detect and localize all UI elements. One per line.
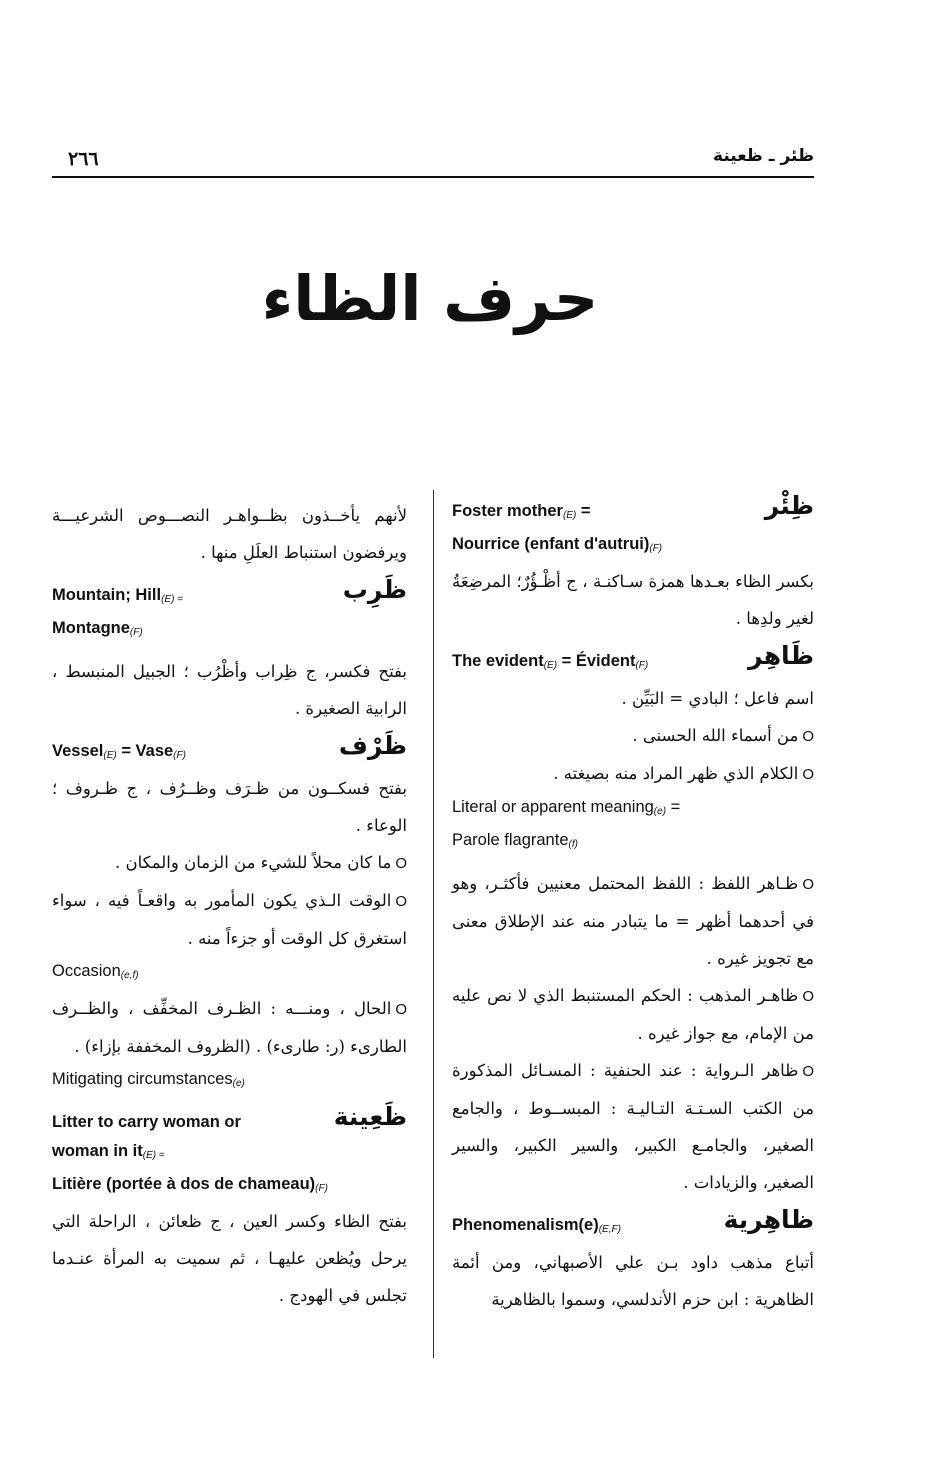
entry-headword: ظَاهِر: [748, 641, 814, 670]
entry-headword: ظَرِب: [342, 575, 407, 604]
entry-translation-english: Litter to carry woman or: [52, 1113, 241, 1131]
entry-zaina: [52, 1102, 407, 1314]
entry-translation-english: Foster mother$_{(E)}$ =: [452, 502, 591, 521]
entry-translation-french: Montagne$_{(F)}$: [52, 619, 143, 638]
entry-bullet: O ظاهـر المذهب : الحكم المستنبط الذي لا نص عليه من الإمام، مع جواز غيره .: [452, 977, 814, 1052]
entry-bullet: O الوقت الـذي يكون المأمور به واقعـاً فيه ، سواء استغرق كل الوقت أو جزءاً منه .: [52, 882, 407, 957]
entry-sense-translation: Literal or apparent meaning$_{(e)}$ =: [452, 798, 681, 817]
entry-bullet: O من أسماء الله الحسنى .: [452, 717, 814, 755]
page-number: ٢٦٦: [68, 148, 99, 170]
entry-definition: بفتح الظاء وكسر العين ، ج ظعائن ، الراحلة التي يرحل ويُظعن عليهـا ، ثم سميت به المرأة عنـدما تجلس في الهودج .: [52, 1212, 407, 1305]
entry-definition: بكسر الظاء بعـدها همزة سـاكنـة ، ج أظْـؤُرٌ؛ المرضِعَةُ لغير ولدِها .: [452, 572, 814, 628]
entry-zahiriyya: [452, 1205, 814, 1318]
entry-headword: ظِئْر: [764, 491, 814, 520]
left-column: [52, 497, 407, 1324]
entry-definition: أتباع مذهب داود بـن علي الأصبهاني، ومن أئمة الظاهرية : ابن حزم الأندلسي، وسموا بالظاهرية: [452, 1253, 814, 1309]
entry-definition: اسم فاعل ؛ البادي = البَيِّن .: [621, 689, 814, 708]
right-column: [452, 491, 814, 1328]
entry-translation-french: Litière (portée à dos de $chameau)_{(F)}$: [52, 1175, 328, 1194]
entry-sense-translation-french: Parole flagrante$_{(f)}$: [452, 831, 578, 850]
entry-zarf: [52, 731, 407, 1098]
chapter-title: حرف الظاء: [261, 262, 599, 335]
entry-sense-translation: Occasion$_{(e,f)}$: [52, 962, 139, 981]
entry-bullet: O الحال ، ومنـــه : الظـرف المخفِّف ، والظــرف الطارىء (ر: طارىء) . (الظروف المخففة بإزاء) .: [52, 990, 407, 1065]
entry-zir: [452, 491, 814, 637]
entry-headword: ظاهِرية: [723, 1205, 814, 1234]
entry-headword: ظَعِينة: [333, 1102, 407, 1131]
entry-translation-english: Mountain; Hill$_{(E) =}$: [52, 586, 184, 605]
entry-translation-french: Nourrice (enfant $d'autrui)_{(F)}$: [452, 535, 663, 554]
entry-translation: The evident$_{(E)}$ = Évident$_{(F)}$: [452, 652, 649, 671]
entry-zarib: [52, 575, 407, 727]
entry-definition: بفتح فسكــون من ظـرَف وظــرُف ، ج ظـروف ؛ الوعاء .: [52, 779, 407, 835]
entry-zahir: [452, 641, 814, 1201]
entry-sense-translation: Mitigating circumstances$_{(e)}$: [52, 1070, 245, 1089]
continued-definition: لأنهم يأخــذون بظــواهـر النصـــوص الشرعيـــة ويرفضون استنباط العلَلِ منها .: [52, 506, 407, 562]
entry-translation-english-cont: woman in $it_{(E) =}$: [52, 1142, 165, 1161]
entry-bullet: O ظاهر الـرواية : عند الحنفية : المسـائل المذكورة من الكتب السـتـة التـاليـة : المبســوط ، والجامع الصغير، والجامـع الكبير، والسير الكبير، والسير الصغير، والزيادات .: [452, 1052, 814, 1201]
entry-translation: $Phenomenalism(e)_{(E,F)}$: [452, 1216, 621, 1235]
entry-bullet: O ظـاهر اللفظ : اللفظ المحتمل معنيين فأكثـر، وهو في أحدهما أظهر = ما يتبادر منه عند الإطلاق معنى مع تجويز غيره .: [452, 865, 814, 977]
entry-bullet: O الكلام الذي ظهر المراد منه بصيغته .: [452, 755, 814, 793]
entry-headword: ظَرْف: [338, 731, 407, 760]
entry-bullet: O ما كان محلاً للشيء من الزمان والمكان .: [52, 844, 407, 882]
entry-continuation: [52, 497, 407, 571]
column-divider: [433, 490, 434, 1358]
running-header: [52, 140, 814, 178]
entry-definition: بفتح فكسر، ج ظِراب وأظْرُب ؛ الجبيل المنبسط ، الرابية الصغيرة .: [52, 662, 407, 718]
running-title: ظئر ـ ظعينة: [713, 146, 814, 166]
entry-translation: Vessel$_{(E)}$ = Vase$_{(F)}$: [52, 742, 186, 761]
